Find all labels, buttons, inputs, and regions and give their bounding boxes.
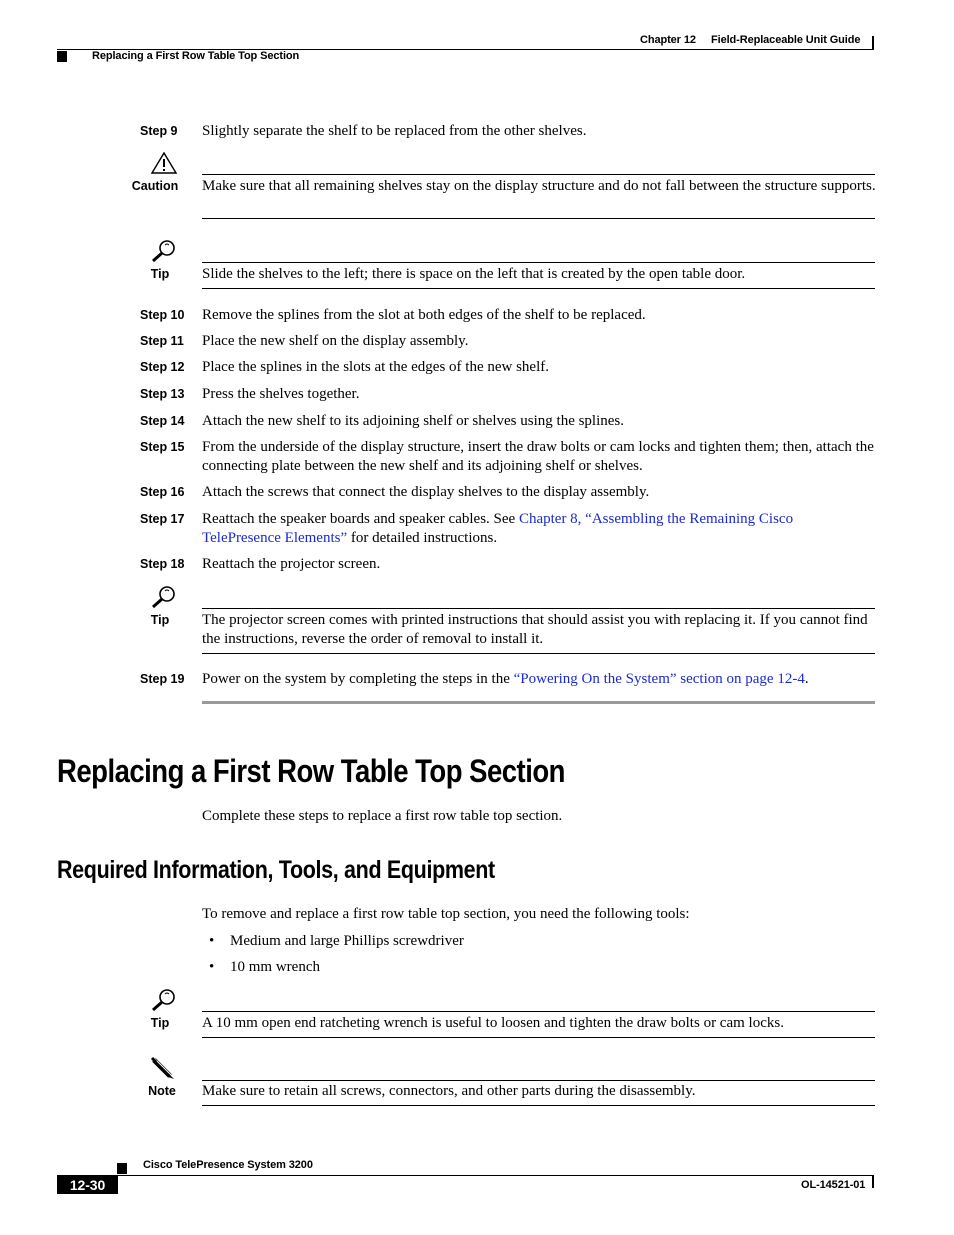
step-label: Step 12 [140,360,185,374]
tip-text: Slide the shelves to the left; there is space on the left that is created by the open table door. [202,266,746,282]
header-chapter: Chapter 12 [640,34,696,46]
step-label: Step 15 [140,440,185,454]
step-text: Place the splines in the slots at the edges of the new shelf. [202,359,549,375]
tip-magnifier-icon [150,585,178,609]
powering-on-link[interactable]: “Powering On the System” section on page 12-4 [513,671,805,687]
step17-text-post: for detailed instructions. [347,529,498,546]
subsection-title: Required Information, Tools, and Equipment [57,856,495,884]
header-marker [57,51,67,62]
chapter8-link[interactable]: Chapter 8, “Assembling the Remaining Cisco TelePresence Elements” [202,511,794,546]
section-title: Replacing a First Row Table Top Section [57,753,565,789]
caution-bottom-rule [202,218,875,219]
tip-top-rule [202,262,875,263]
step-label: Step 13 [140,387,185,401]
header-section: Replacing a First Row Table Top Section [92,50,300,62]
step-text: Press the shelves together. [202,386,360,402]
step-label: Step 14 [140,414,185,428]
tool-text: Medium and large Phillips screwdriver [230,933,464,949]
step-label: Step 9 [140,124,178,138]
tip-top-rule [202,608,875,609]
caution-triangle-icon [151,152,177,174]
bullet: • [209,959,215,975]
tip-label: Tip [150,1016,170,1030]
note-top-rule [202,1080,875,1081]
procedure-end-rule [202,701,875,704]
step17-text-pre: Reattach the speaker boards and speaker cables. See [202,511,519,527]
footer-product: Cisco TelePresence System 3200 [143,1159,313,1171]
step-label: Step 17 [140,512,185,526]
bullet: • [209,933,215,949]
tip-text: The projector screen comes with printed instructions that should assist you with replacing it. If you cannot find the instructions, reverse the order of removal to install it. [202,612,868,647]
footer-rule [117,1175,874,1176]
page-number: 12-30 [69,1177,106,1193]
step-text: From the underside of the display structure, insert the draw bolts or cam locks and tighten them; then, attach the connecting plate between the new shelf and its adjoining shelf or shelves. [202,439,874,474]
caution-label: Caution [131,179,179,193]
tip-magnifier-icon [150,239,178,263]
section-intro: Complete these steps to replace a first row table top section. [202,808,563,824]
tip-label: Tip [150,267,170,281]
step-text [202,670,877,689]
note-text: Make sure to retain all screws, connectors, and other parts during the disassembly. [202,1083,696,1099]
tip-top-rule [202,1011,875,1012]
step19-text-post: . [804,671,809,687]
footer-doc-id: OL-14521-01 [801,1179,866,1191]
step-label: Step 19 [140,672,185,686]
tools-intro: To remove and replace a first row table top section, you need the following tools: [202,906,690,922]
header-right-bar [872,36,874,49]
step-text: Remove the splines from the slot at both edges of the shelf to be replaced. [202,307,646,323]
list-item [209,958,320,976]
step-label: Step 16 [140,485,185,499]
step-label: Step 18 [140,557,185,571]
tip-magnifier-icon [150,988,178,1012]
step-text: Slightly separate the shelf to be replaced from the other shelves. [202,123,587,139]
footer-marker [117,1163,127,1174]
step19-text-pre: Power on the system by completing the steps in the [202,671,514,687]
caution-top-rule [202,174,875,175]
note-bottom-rule [202,1105,875,1106]
list-item [209,932,464,950]
step-label: Step 11 [140,334,184,348]
footer-right-bar [872,1176,874,1188]
step-text: Attach the screws that connect the display shelves to the display assembly. [202,484,650,500]
tip-bottom-rule [202,288,875,289]
step-text: Reattach the projector screen. [202,556,381,572]
step-text: Place the new shelf on the display assembly. [202,333,469,349]
caution-text: Make sure that all remaining shelves stay on the display structure and do not fall between the structure supports. [202,178,876,194]
tip-bottom-rule [202,653,875,654]
step-text [202,510,812,547]
step-text: Attach the new shelf to its adjoining shelf or shelves using the splines. [202,413,625,429]
tip-text: A 10 mm open end ratcheting wrench is useful to loosen and tighten the draw bolts or cam locks. [202,1015,784,1031]
tip-bottom-rule [202,1037,875,1038]
tool-text: 10 mm wrench [230,959,320,975]
step-label: Step 10 [140,308,185,322]
note-pencil-icon [150,1056,176,1080]
header-guide-title: Field-Replaceable Unit Guide [711,34,861,46]
note-label: Note [148,1084,176,1098]
tip-label: Tip [150,613,170,627]
